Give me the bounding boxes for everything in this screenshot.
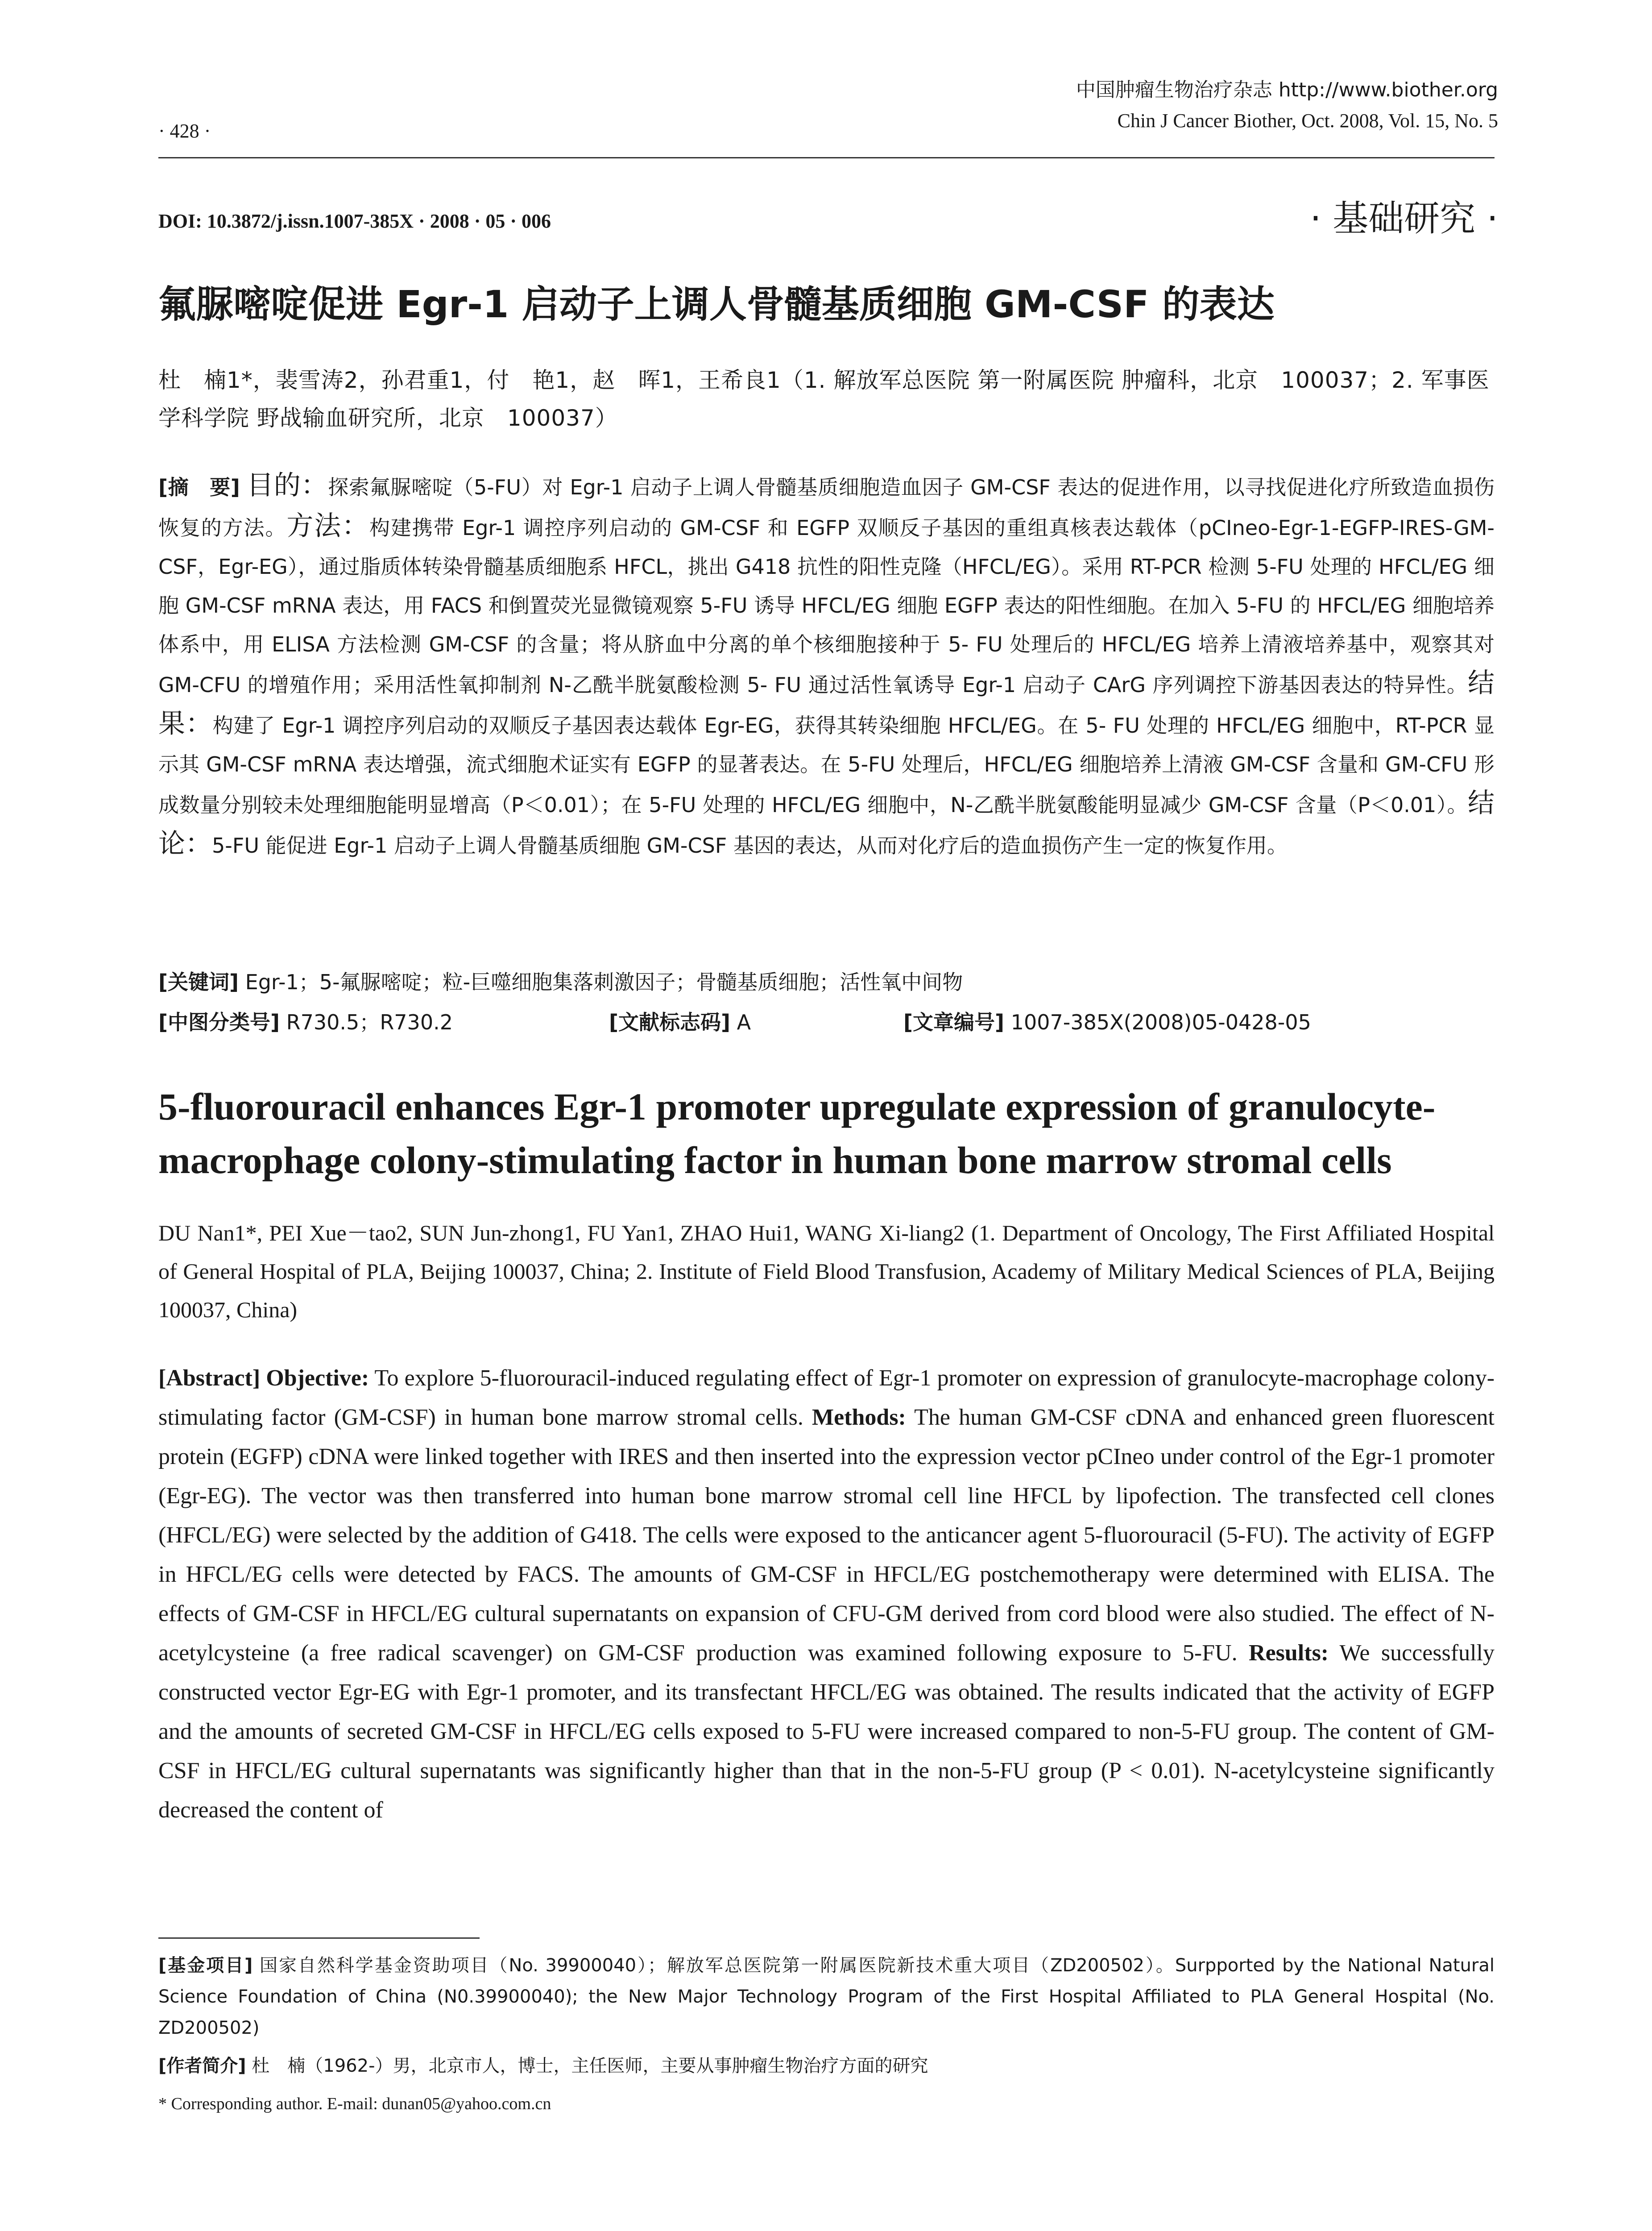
article-no-value: 1007-385X(2008)05-0428-05 xyxy=(1010,1010,1311,1034)
doc-code-value: A xyxy=(737,1010,751,1034)
methods-cn: 构建携带 Egr-1 调控序列启动的 GM-CSF 和 EGFP 双顺反子基因的重组真核表达载体（pCIneo-Egr-1-EGFP-IRES-GM-CSF，Egr-EG），通过脂质体转染骨髓基质细胞系 HFCL，挑出 G418 抗性的阳性克隆（HFCL/EG）。采用 RT-PCR 检测 5-FU 处理的 HFCL/EG 细胞 GM-CSF mRNA 表达，用 FACS 和倒置荧光显微镜观察 5-FU 诱导 HFCL/EG 细胞 EGFP 表达的阳性细胞。在加入 5-FU 的 HFCL/EG 细胞培养体系中，用 ELISA 方法检测 GM-CSF 的含量；将从脐血中分离的单个核细胞接种于 5- FU 处理后的 HFCL/EG 培养上清液培养基中，观察其对 GM-CFU 的增殖作用；采用活性氧抑制剂 N-乙酰半胱氨酸检测 5- FU 通过活性氧诱导 Egr-1 启动子 CArG 序列调控下游基因表达的特异性。 xyxy=(158,516,1495,697)
authors-affiliations-cn: 杜 楠1*，裴雪涛2，孙君重1，付 艳1，赵 晖1，王希良1（1. 解放军总医院 第一附属医院 肿瘤科，北京 100037；2. 军事医学科学院 野战输血研究所，北京 100037） xyxy=(158,367,1490,431)
conclusion-label-cn: 结论： xyxy=(158,788,1495,859)
title-cn: 氟脲嘧啶促进 Egr-1 启动子上调人骨髓基质细胞 GM-CSF 的表达 xyxy=(158,282,1275,326)
conclusion-cn: 5-FU 能促进 Egr-1 启动子上调人骨髓基质细胞 GM-CSF 基因的表达，从而对化疗后的造血损伤产生一定的恢复作用。 xyxy=(212,834,1288,858)
results-label-cn: 结果： xyxy=(158,668,1495,739)
classification-row xyxy=(158,1006,1495,1037)
fund-tag: [基金项目] xyxy=(158,1955,253,1976)
keywords-tag: [关键词] xyxy=(158,970,239,994)
fund-text: 国家自然科学基金资助项目（No. 39900040）；解放军总医院第一附属医院新技术重大项目（ZD200502）。Surpported by the National Natural Science Foundation of China (N0.39900040); the New Major Technology Program of the First Hospital Affiliated to PLA General Hospital (No. ZD200502) xyxy=(158,1955,1495,2038)
results-cn: 构建了 Egr-1 调控序列启动的双顺反子基因表达载体 Egr-EG，获得其转染细胞 HFCL/EG。在 5- FU 处理的 HFCL/EG 细胞中，RT-PCR 显示其 GM-CSF mRNA 表达增强，流式细胞术证实有 EGFP 的显著表达。在 5-FU 处理后，HFCL/EG 细胞培养上清液 GM-CSF 含量和 GM-CFU 形成数量分别较未处理细胞能明显增高（P＜0.01）；在 5-FU 处理的 HFCL/EG 细胞中，N-乙酰半胱氨酸能明显减少 GM-CSF 含量（P＜0.01）。 xyxy=(158,713,1495,817)
clc-value: R730.5；R730.2 xyxy=(286,1010,453,1034)
keywords-text: Egr-1；5-氟脲嘧啶；粒-巨噬细胞集落刺激因子；骨髓基质细胞；活性氧中间物 xyxy=(245,970,963,994)
title-en: 5-fluorouracil enhances Egr-1 promoter upregulate expression of granulocyte-macrophage colony-stimulating factor in human bone marrow stromal cells xyxy=(158,1085,1436,1182)
footnote-rule xyxy=(158,1937,480,1939)
abstract-cn-tag: [摘 要] xyxy=(158,475,240,499)
fund-footnote xyxy=(158,1950,1495,2044)
section-tag: · 基础研究 · xyxy=(1310,198,1498,239)
results-en: We successfully constructed vector Egr-EG with Egr-1 promoter, and its transfectant HFCL/EG was obtained. The results indicated that the activity of EGFP and the amounts of secreted GM-CSF in HFCL/EG cells exposed to 5-FU were increased compared to non-5-FU group. The content of GM-CSF in HFCL/EG cultural supernatants was significantly higher than that in the non-5-FU group (P < 0.01). N-acetylcysteine significantly decreased the content of xyxy=(158,1640,1495,1823)
keywords-cn xyxy=(158,966,963,995)
abstract-en xyxy=(158,1359,1495,1830)
journal-citation-en: Chin J Cancer Biother, Oct. 2008, Vol. 15, No. 5 xyxy=(1117,110,1498,132)
bio-text: 杜 楠（1962-）男，北京市人，博士，主任医师，主要从事肿瘤生物治疗方面的研究 xyxy=(252,2056,928,2076)
doc-code-tag: [文献标志码] xyxy=(609,1010,731,1034)
page-number: · 428 · xyxy=(158,120,211,142)
abstract-en-tag: [Abstract] xyxy=(158,1365,261,1391)
results-label-en: Results: xyxy=(1249,1640,1329,1666)
journal-name-cn: 中国肿瘤生物治疗杂志 http://www.biother.org xyxy=(1076,79,1498,101)
article-no-tag: [文章编号] xyxy=(903,1010,1005,1034)
corresponding-author-footnote: * Corresponding author. E-mail: dunan05@yahoo.com.cn xyxy=(158,2094,551,2113)
methods-label-en: Methods: xyxy=(812,1405,906,1430)
abstract-cn xyxy=(158,466,1495,865)
objective-label-en: Objective: xyxy=(266,1365,369,1391)
author-bio-footnote xyxy=(158,2050,1495,2082)
methods-label-cn: 方法： xyxy=(286,510,370,542)
header-rule xyxy=(158,157,1495,158)
objective-en: To explore 5-fluorouracil-induced regulating effect of Egr-1 promoter on expression of granulocyte-macrophage colony-stimulating factor (GM-CSF) in human bone marrow stromal cells. xyxy=(158,1365,1495,1430)
bio-tag: [作者简介] xyxy=(158,2056,246,2076)
clc-tag: [中图分类号] xyxy=(158,1010,280,1034)
authors-affiliations-en: DU Nan1*, PEI Xue－tao2, SUN Jun-zhong1, FU Yan1, ZHAO Hui1, WANG Xi-liang2 (1. Department of Oncology, The First Affiliated Hospital of General Hospital of PLA, Beijing 100037, China; 2. Institute of Field Blood Transfusion, Academy of Military Medical Sciences of PLA, Beijing 100037, China) xyxy=(158,1220,1495,1322)
methods-en: The human GM-CSF cDNA and enhanced green fluorescent protein (EGFP) cDNA were linked together with IRES and then inserted into the expression vector pCIneo under control of the Egr-1 promoter (Egr-EG). The vector was then transferred into human bone marrow stromal cell line HFCL by lipofection. The transfected cell clones (HFCL/EG) were selected by the addition of G418. The cells were exposed to the anticancer agent 5-fluorouracil (5-FU). The activity of EGFP in HFCL/EG cells were detected by FACS. The amounts of GM-CSF in HFCL/EG postchemotherapy were determined with ELISA. The effects of GM-CSF in HFCL/EG cultural supernatants on expansion of CFU-GM derived from cord blood were also studied. The effect of N-acetylcysteine (a free radical scavenger) on GM-CSF production was examined following exposure to 5-FU. xyxy=(158,1405,1495,1666)
objective-cn: 探索氟脲嘧啶（5-FU）对 Egr-1 启动子上调人骨髓基质细胞造血因子 GM-CSF 表达的促进作用，以寻找促进化疗所致造血损伤恢复的方法。 xyxy=(158,475,1495,540)
doi: DOI: 10.3872/j.issn.1007-385X · 2008 · 05 · 006 xyxy=(158,210,551,232)
objective-label-cn: 目的： xyxy=(247,470,328,501)
